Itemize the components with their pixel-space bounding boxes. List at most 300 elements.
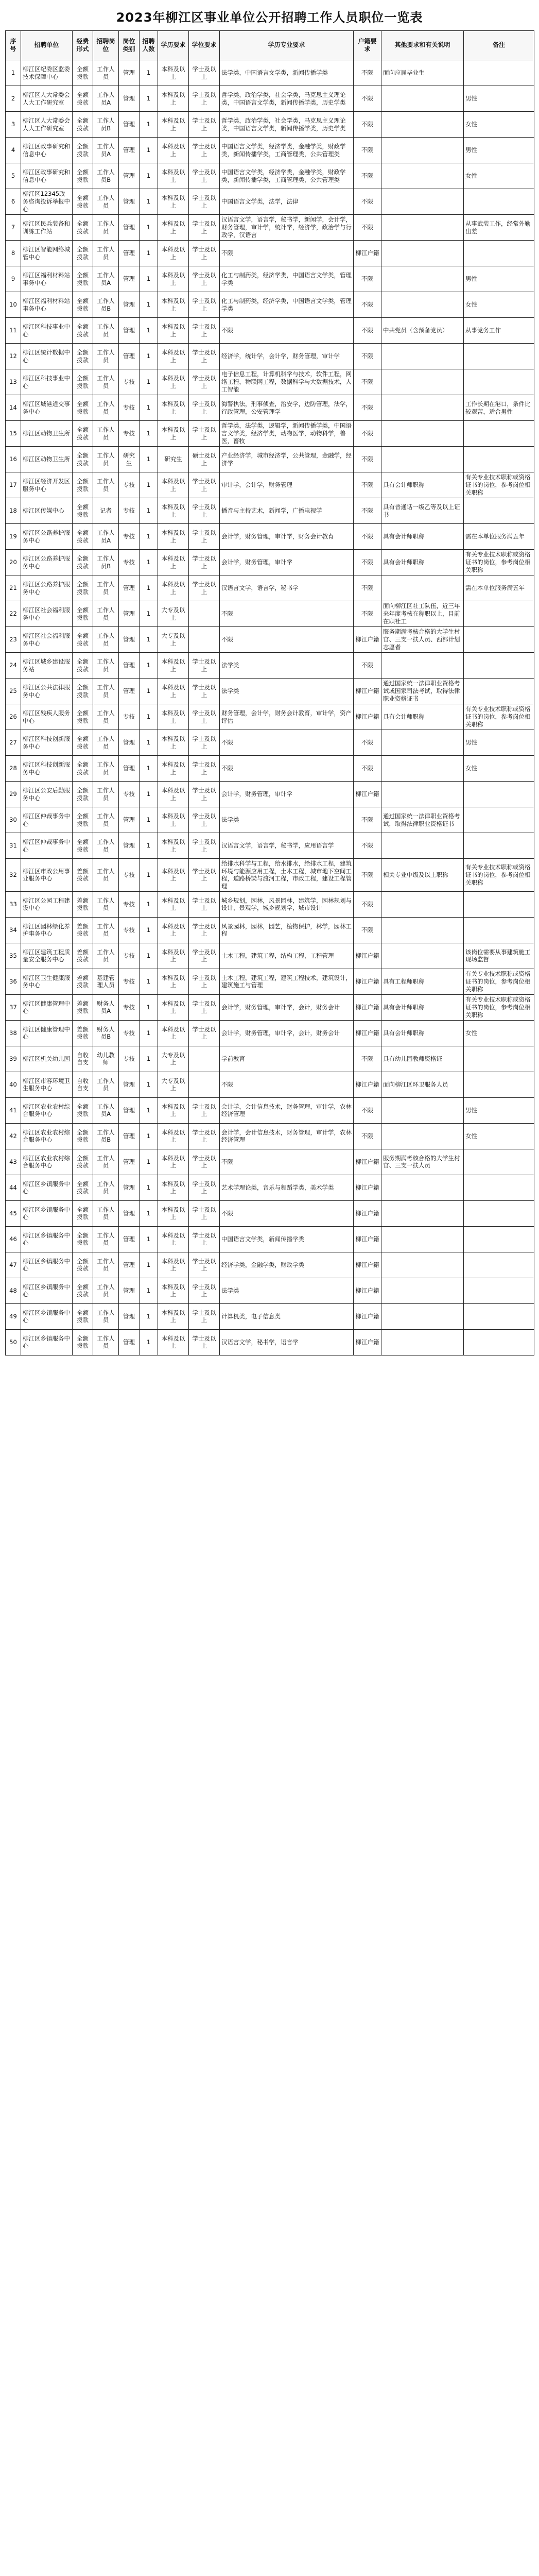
notes-cell: 通过国家统一法律职业资格考试，取得法律职业资格证书	[381, 807, 464, 833]
row-number: 5	[6, 163, 21, 189]
category-cell: 管理	[119, 163, 140, 189]
row-number: 4	[6, 138, 21, 163]
remark-cell	[464, 1252, 534, 1278]
post-cell: 工作人员	[93, 807, 119, 833]
table-row	[6, 163, 534, 189]
header-cell-fund: 经费形式	[73, 31, 93, 60]
row-number: 40	[6, 1072, 21, 1097]
header-cell-category: 岗位类别	[119, 31, 140, 60]
category-cell: 管理	[119, 679, 140, 704]
fund-type-cell: 全额拨款	[73, 60, 93, 86]
category-cell: 专技	[119, 994, 140, 1020]
major-cell: 会计学，财务管理，审计学，会计，财务会计	[220, 994, 354, 1020]
unit-cell: 柳江区卫生健康服务中心	[21, 969, 73, 994]
fund-type-cell: 全额拨款	[73, 189, 93, 215]
remark-cell	[464, 1226, 534, 1252]
row-number: 9	[6, 266, 21, 292]
hukou-cell: 不限	[354, 447, 381, 472]
unit-cell: 柳江区政事研究和信息中心	[21, 163, 73, 189]
education-cell: 本科及以上	[158, 344, 189, 369]
unit-cell: 柳江区政事研究和信息中心	[21, 138, 73, 163]
table-row	[6, 1020, 534, 1046]
notes-cell: 具有会计师职称	[381, 550, 464, 575]
remark-cell: 有关专业技术职称或资格证书的岗位，参考岗位相关职称	[464, 969, 534, 994]
education-cell: 本科及以上	[158, 730, 189, 756]
row-number: 37	[6, 994, 21, 1020]
notes-cell: 具有工程师职称	[381, 969, 464, 994]
category-cell: 专技	[119, 1046, 140, 1072]
major-cell: 汉语言文学，语言学，秘书学，新闻学，会计学，财务管理，审计学，统计学，经济学，政治学与行政学，汉语言	[220, 215, 354, 241]
post-cell: 工作人员	[93, 1200, 119, 1226]
fund-type-cell: 全额拨款	[73, 1097, 93, 1123]
post-cell: 工作人员B	[93, 550, 119, 575]
education-cell: 本科及以上	[158, 1226, 189, 1252]
fund-type-cell: 全额拨款	[73, 292, 93, 318]
category-cell: 管理	[119, 189, 140, 215]
category-cell: 管理	[119, 1303, 140, 1329]
table-row	[6, 1252, 534, 1278]
count-cell: 1	[140, 369, 158, 395]
category-cell: 专技	[119, 891, 140, 917]
table-row	[6, 1200, 534, 1226]
remark-cell	[464, 241, 534, 266]
degree-cell: 学士及以上	[189, 1226, 220, 1252]
header-cell-no: 序号	[6, 31, 21, 60]
fund-type-cell: 全额拨款	[73, 1278, 93, 1303]
count-cell: 1	[140, 60, 158, 86]
major-cell: 艺术学理论类，音乐与舞蹈学类，美术学类	[220, 1175, 354, 1200]
count-cell: 1	[140, 891, 158, 917]
post-cell: 工作人员A	[93, 1097, 119, 1123]
fund-type-cell: 全额拨款	[73, 266, 93, 292]
post-cell: 幼儿教师	[93, 1046, 119, 1072]
count-cell: 1	[140, 1226, 158, 1252]
hukou-cell: 不限	[354, 524, 381, 550]
hukou-cell: 不限	[354, 163, 381, 189]
table-row	[6, 994, 534, 1020]
degree-cell: 学士及以上	[189, 189, 220, 215]
post-cell: 工作人员	[93, 627, 119, 653]
table-row	[6, 943, 534, 969]
unit-cell: 柳江区城乡建设服务站	[21, 653, 73, 679]
table-body	[6, 60, 534, 1355]
degree-cell: 学士及以上	[189, 369, 220, 395]
category-cell: 管理	[119, 1252, 140, 1278]
remark-cell: 该岗位需要从事建筑施工现场监督	[464, 943, 534, 969]
education-cell: 本科及以上	[158, 241, 189, 266]
notes-cell	[381, 112, 464, 138]
count-cell: 1	[140, 1149, 158, 1175]
remark-cell: 从事武装工作，经常外勤出差	[464, 215, 534, 241]
job-table	[5, 30, 534, 1355]
education-cell: 本科及以上	[158, 859, 189, 892]
fund-type-cell: 差额拨款	[73, 891, 93, 917]
post-cell: 工作人员	[93, 601, 119, 627]
row-number: 24	[6, 653, 21, 679]
major-cell: 中国语言文学类，法学，法律	[220, 189, 354, 215]
degree-cell: 学士及以上	[189, 1278, 220, 1303]
unit-cell: 柳江区12345政务咨询投诉举报中心	[21, 189, 73, 215]
notes-cell: 具有会计师职称	[381, 524, 464, 550]
count-cell: 1	[140, 653, 158, 679]
degree-cell: 学士及以上	[189, 318, 220, 344]
education-cell: 本科及以上	[158, 943, 189, 969]
major-cell: 城乡规划，园林，风景园林，建筑学，园林规划与设计，景观学，城乡规划学，城市设计	[220, 891, 354, 917]
hukou-cell: 柳江户籍	[354, 1226, 381, 1252]
count-cell: 1	[140, 627, 158, 653]
hukou-cell: 不限	[354, 292, 381, 318]
row-number: 48	[6, 1278, 21, 1303]
fund-type-cell: 全额拨款	[73, 215, 93, 241]
fund-type-cell: 全额拨款	[73, 1329, 93, 1355]
notes-cell	[381, 1226, 464, 1252]
header-row	[6, 31, 534, 60]
education-cell: 本科及以上	[158, 395, 189, 421]
table-row	[6, 679, 534, 704]
notes-cell: 具有普通话一级乙等及以上证书	[381, 498, 464, 524]
education-cell: 本科及以上	[158, 524, 189, 550]
notes-cell: 具有会计师职称	[381, 704, 464, 730]
fund-type-cell: 自收自支	[73, 1072, 93, 1097]
count-cell: 1	[140, 1097, 158, 1123]
notes-cell: 面向应届毕业生	[381, 60, 464, 86]
hukou-cell: 不限	[354, 395, 381, 421]
education-cell: 本科及以上	[158, 215, 189, 241]
count-cell: 1	[140, 730, 158, 756]
count-cell: 1	[140, 917, 158, 943]
unit-cell: 柳江区乡镇服务中心	[21, 1329, 73, 1355]
education-cell: 本科及以上	[158, 86, 189, 112]
row-number: 15	[6, 421, 21, 447]
count-cell: 1	[140, 292, 158, 318]
fund-type-cell: 全额拨款	[73, 498, 93, 524]
category-cell: 专技	[119, 969, 140, 994]
row-number: 22	[6, 601, 21, 627]
notes-cell	[381, 266, 464, 292]
row-number: 11	[6, 318, 21, 344]
remark-cell	[464, 833, 534, 859]
notes-cell	[381, 1123, 464, 1149]
remark-cell: 男性	[464, 266, 534, 292]
degree-cell: 学士及以上	[189, 679, 220, 704]
remark-cell	[464, 447, 534, 472]
hukou-cell: 柳江户籍	[354, 679, 381, 704]
row-number: 33	[6, 891, 21, 917]
unit-cell: 柳江区仲裁事务中心	[21, 833, 73, 859]
table-row	[6, 550, 534, 575]
unit-cell: 柳江区传媒中心	[21, 498, 73, 524]
remark-cell	[464, 421, 534, 447]
category-cell: 专技	[119, 550, 140, 575]
row-number: 12	[6, 344, 21, 369]
major-cell: 哲学类，法学类，逻辑学，新闻传播学类，中国语言文学类，经济学类，动物医学，动物科学，兽医，畜牧	[220, 421, 354, 447]
category-cell: 管理	[119, 215, 140, 241]
fund-type-cell: 全额拨款	[73, 782, 93, 807]
category-cell: 专技	[119, 859, 140, 892]
unit-cell: 柳江区乡镇服务中心	[21, 1226, 73, 1252]
remark-cell: 女性	[464, 1020, 534, 1046]
fund-type-cell: 全额拨款	[73, 318, 93, 344]
major-cell: 会计学，财务管理，审计学，财务会计教育	[220, 524, 354, 550]
remark-cell: 男性	[464, 86, 534, 112]
hukou-cell: 不限	[354, 917, 381, 943]
table-row	[6, 891, 534, 917]
hukou-cell: 不限	[354, 601, 381, 627]
category-cell: 专技	[119, 421, 140, 447]
remark-cell	[464, 369, 534, 395]
row-number: 31	[6, 833, 21, 859]
unit-cell: 柳江区农业农村综合服务中心	[21, 1097, 73, 1123]
table-row	[6, 1123, 534, 1149]
remark-cell: 男性	[464, 138, 534, 163]
category-cell: 专技	[119, 498, 140, 524]
major-cell: 土木工程，建筑工程，建筑工程技术，建筑设计，建筑施工与管理	[220, 969, 354, 994]
count-cell: 1	[140, 1329, 158, 1355]
notes-cell	[381, 189, 464, 215]
notes-cell	[381, 1097, 464, 1123]
major-cell: 电子信息工程，计算机科学与技术，软件工程，网络工程，物联网工程，数据科学与大数据技术，人工智能	[220, 369, 354, 395]
row-number: 18	[6, 498, 21, 524]
post-cell: 工作人员	[93, 318, 119, 344]
row-number: 21	[6, 575, 21, 601]
fund-type-cell: 全额拨款	[73, 756, 93, 782]
major-cell: 化工与制药类，经济学类，中国语言文学类，管理学类	[220, 266, 354, 292]
fund-type-cell: 自收自支	[73, 1046, 93, 1072]
post-cell: 工作人员	[93, 653, 119, 679]
table-row	[6, 292, 534, 318]
education-cell: 本科及以上	[158, 318, 189, 344]
degree-cell: 学士及以上	[189, 241, 220, 266]
row-number: 3	[6, 112, 21, 138]
hukou-cell: 柳江户籍	[354, 1252, 381, 1278]
post-cell: 财务人员B	[93, 1020, 119, 1046]
education-cell: 本科及以上	[158, 994, 189, 1020]
count-cell: 1	[140, 859, 158, 892]
remark-cell: 女性	[464, 112, 534, 138]
count-cell: 1	[140, 1020, 158, 1046]
degree-cell: 学士及以上	[189, 1200, 220, 1226]
category-cell: 管理	[119, 60, 140, 86]
row-number: 50	[6, 1329, 21, 1355]
category-cell: 管理	[119, 653, 140, 679]
notes-cell	[381, 86, 464, 112]
major-cell: 法学类	[220, 653, 354, 679]
category-cell: 管理	[119, 344, 140, 369]
hukou-cell: 不限	[354, 1123, 381, 1149]
row-number: 35	[6, 943, 21, 969]
fund-type-cell: 全额拨款	[73, 138, 93, 163]
count-cell: 1	[140, 994, 158, 1020]
degree-cell: 学士及以上	[189, 1149, 220, 1175]
count-cell: 1	[140, 704, 158, 730]
table-row	[6, 86, 534, 112]
count-cell: 1	[140, 138, 158, 163]
row-number: 44	[6, 1175, 21, 1200]
count-cell: 1	[140, 524, 158, 550]
major-cell: 播音与主持艺术，新闻学，广播电视学	[220, 498, 354, 524]
category-cell: 管理	[119, 1200, 140, 1226]
major-cell: 不限	[220, 1200, 354, 1226]
notes-cell	[381, 917, 464, 943]
remark-cell	[464, 1303, 534, 1329]
count-cell: 1	[140, 679, 158, 704]
notes-cell	[381, 891, 464, 917]
unit-cell: 柳江区科技创新服务中心	[21, 756, 73, 782]
notes-cell: 面向柳江区社工队伍，近三年来年度考核在称职以上，目前在职社工	[381, 601, 464, 627]
notes-cell	[381, 1329, 464, 1355]
hukou-cell: 不限	[354, 859, 381, 892]
fund-type-cell: 全额拨款	[73, 1123, 93, 1149]
category-cell: 专技	[119, 395, 140, 421]
category-cell: 管理	[119, 1072, 140, 1097]
education-cell: 本科及以上	[158, 292, 189, 318]
fund-type-cell: 全额拨款	[73, 679, 93, 704]
table-row	[6, 859, 534, 892]
education-cell: 本科及以上	[158, 1303, 189, 1329]
notes-cell	[381, 756, 464, 782]
education-cell: 本科及以上	[158, 1200, 189, 1226]
count-cell: 1	[140, 550, 158, 575]
row-number: 6	[6, 189, 21, 215]
major-cell: 哲学类，政治学类，社会学类，马克思主义理论类，中国语言文学类，新闻传播学类，历史学类	[220, 86, 354, 112]
degree-cell: 学士及以上	[189, 163, 220, 189]
unit-cell: 柳江区社会福利服务中心	[21, 627, 73, 653]
education-cell: 本科及以上	[158, 266, 189, 292]
major-cell: 法学类	[220, 807, 354, 833]
remark-cell: 有关专业技术职称或资格证书的岗位，参考岗位相关职称	[464, 704, 534, 730]
table-row	[6, 627, 534, 653]
fund-type-cell: 全额拨款	[73, 730, 93, 756]
post-cell: 工作人员	[93, 1226, 119, 1252]
unit-cell: 柳江区公路养护服务中心	[21, 524, 73, 550]
hukou-cell: 柳江户籍	[354, 1329, 381, 1355]
post-cell: 记者	[93, 498, 119, 524]
count-cell: 1	[140, 318, 158, 344]
table-row	[6, 1097, 534, 1123]
hukou-cell: 柳江户籍	[354, 1200, 381, 1226]
hukou-cell: 不限	[354, 60, 381, 86]
table-row	[6, 472, 534, 498]
row-number: 34	[6, 917, 21, 943]
hukou-cell: 柳江户籍	[354, 704, 381, 730]
post-cell: 工作人员	[93, 575, 119, 601]
fund-type-cell: 全额拨款	[73, 524, 93, 550]
notes-cell: 服务期满考核合格的大学生村官、三支一扶人员、西部计划志愿者	[381, 627, 464, 653]
notes-cell	[381, 653, 464, 679]
hukou-cell: 不限	[354, 472, 381, 498]
table-row	[6, 189, 534, 215]
degree-cell: 学士及以上	[189, 524, 220, 550]
fund-type-cell: 差额拨款	[73, 1020, 93, 1046]
remark-cell	[464, 679, 534, 704]
hukou-cell: 不限	[354, 189, 381, 215]
category-cell: 管理	[119, 1097, 140, 1123]
fund-type-cell: 全额拨款	[73, 369, 93, 395]
count-cell: 1	[140, 1072, 158, 1097]
table-row	[6, 1175, 534, 1200]
fund-type-cell: 全额拨款	[73, 1303, 93, 1329]
row-number: 43	[6, 1149, 21, 1175]
degree-cell: 学士及以上	[189, 859, 220, 892]
education-cell: 本科及以上	[158, 421, 189, 447]
row-number: 42	[6, 1123, 21, 1149]
fund-type-cell: 全额拨款	[73, 472, 93, 498]
post-cell: 工作人员	[93, 1252, 119, 1278]
header-cell-post: 招聘岗位	[93, 31, 119, 60]
table-row	[6, 1226, 534, 1252]
major-cell: 经济学类，金融学类，财政学类	[220, 1252, 354, 1278]
degree-cell: 学士及以上	[189, 756, 220, 782]
fund-type-cell: 全额拨款	[73, 575, 93, 601]
header-cell-unit: 招聘单位	[21, 31, 73, 60]
count-cell: 1	[140, 943, 158, 969]
fund-type-cell: 全额拨款	[73, 241, 93, 266]
notes-cell: 具有会计师职称	[381, 472, 464, 498]
unit-cell: 柳江区市政公用事业服务中心	[21, 859, 73, 892]
education-cell: 本科及以上	[158, 782, 189, 807]
unit-cell: 柳江区动物卫生所	[21, 421, 73, 447]
table-row	[6, 969, 534, 994]
major-cell: 海警执法，刑事侦查，治安学，边防管理，法学，行政管理，公安管理学	[220, 395, 354, 421]
unit-cell: 柳江区人大常委会人大工作研究室	[21, 86, 73, 112]
hukou-cell: 柳江户籍	[354, 1278, 381, 1303]
post-cell: 工作人员	[93, 704, 119, 730]
major-cell: 财务管理，会计学，财务会计教育，审计学，资产评估	[220, 704, 354, 730]
row-number: 46	[6, 1226, 21, 1252]
notes-cell	[381, 575, 464, 601]
category-cell: 管理	[119, 575, 140, 601]
remark-cell	[464, 344, 534, 369]
row-number: 36	[6, 969, 21, 994]
education-cell: 本科及以上	[158, 1329, 189, 1355]
table-row	[6, 807, 534, 833]
education-cell: 本科及以上	[158, 163, 189, 189]
hukou-cell: 柳江户籍	[354, 1020, 381, 1046]
count-cell: 1	[140, 1200, 158, 1226]
table-row	[6, 1046, 534, 1072]
notes-cell: 通过国家统一法律职业资格考试或国家司法考试，取得法律职业资格证书	[381, 679, 464, 704]
post-cell: 工作人员B	[93, 292, 119, 318]
notes-cell	[381, 1252, 464, 1278]
table-row	[6, 524, 534, 550]
table-row	[6, 730, 534, 756]
row-number: 13	[6, 369, 21, 395]
unit-cell: 柳江区人大常委会人大工作研究室	[21, 112, 73, 138]
post-cell: 工作人员	[93, 1329, 119, 1355]
major-cell: 学前教育	[220, 1046, 354, 1072]
degree-cell	[189, 627, 220, 653]
post-cell: 工作人员	[93, 344, 119, 369]
count-cell: 1	[140, 807, 158, 833]
row-number: 32	[6, 859, 21, 892]
row-number: 17	[6, 472, 21, 498]
degree-cell: 学士及以上	[189, 943, 220, 969]
education-cell: 本科及以上	[158, 498, 189, 524]
notes-cell: 具有会计师职称	[381, 1020, 464, 1046]
fund-type-cell: 全额拨款	[73, 344, 93, 369]
table-row	[6, 1149, 534, 1175]
category-cell: 管理	[119, 833, 140, 859]
table-row	[6, 653, 534, 679]
count-cell: 1	[140, 1252, 158, 1278]
degree-cell: 学士及以上	[189, 344, 220, 369]
row-number: 19	[6, 524, 21, 550]
notes-cell	[381, 421, 464, 447]
notes-cell	[381, 292, 464, 318]
post-cell: 工作人员	[93, 859, 119, 892]
education-cell: 本科及以上	[158, 833, 189, 859]
hukou-cell: 柳江户籍	[354, 1303, 381, 1329]
